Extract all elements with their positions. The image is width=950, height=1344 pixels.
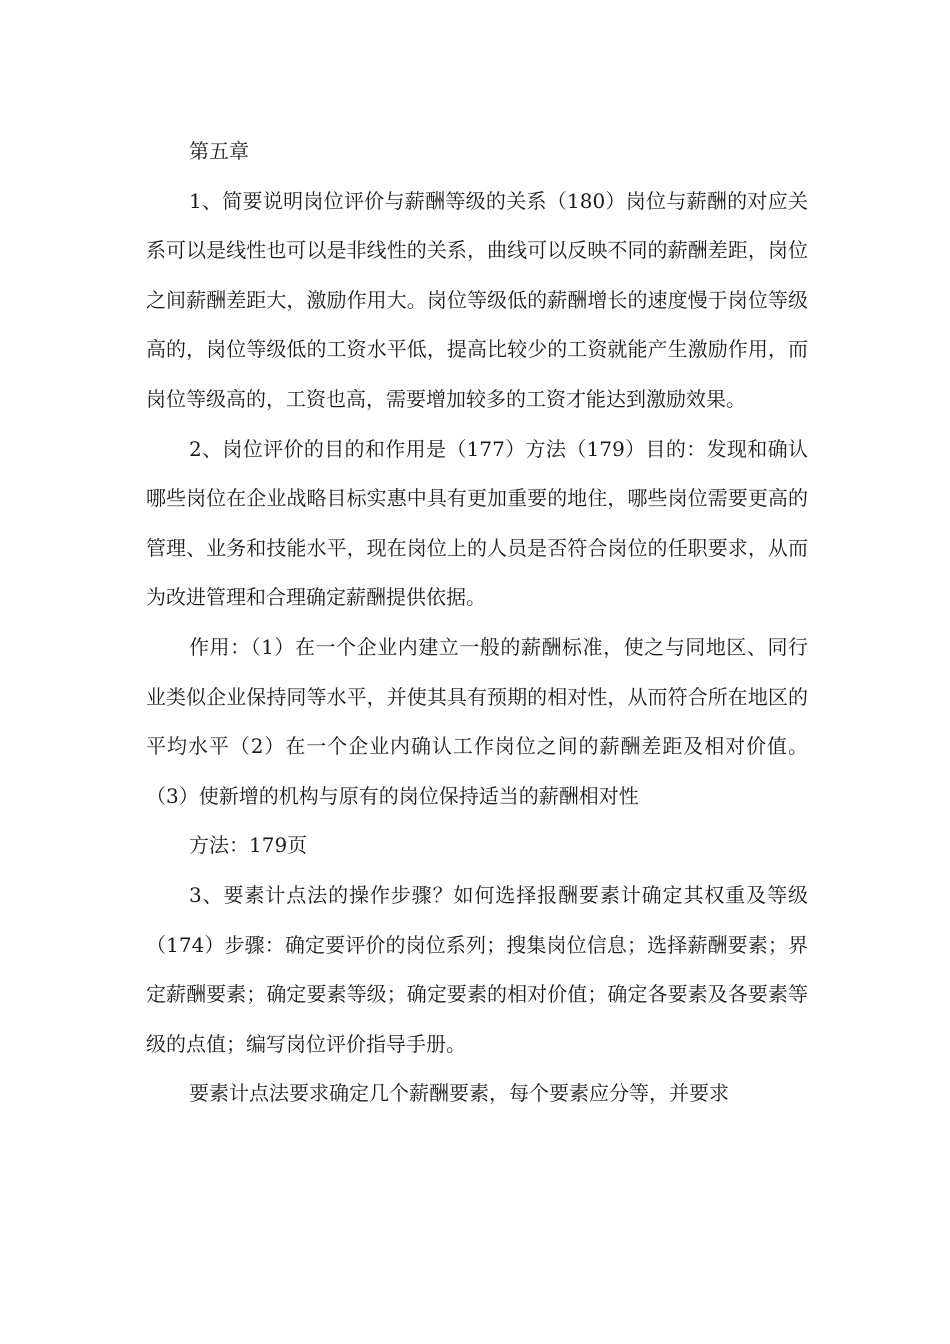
paragraph-q1: 1、简要说明岗位评价与薪酬等级的关系（180）岗位与薪酬的对应关系可以是线性也可以是非线性的关系，曲线可以反映不同的薪酬差距，岗位之间薪酬差距大，激励作用大。岗位等级低的薪酬增长的速度慢于岗位等级高的，岗位等级低的工资水平低，提高比较少的工资就能产生激励作用，而岗位等级高的，工资也高，需要增加较多的工资才能达到激励效果。 (146, 188, 808, 411)
paragraph-q3: 3、要素计点法的操作步骤？如何选择报酬要素计确定其权重及等级（174）步骤：确定要评价的岗位系列；搜集岗位信息；选择薪酬要素；界定薪酬要素；确定要素等级；确定要素的相对价值；确定各要素及各要素等级的点值；编写岗位评价指导手册。 (146, 882, 808, 1056)
document-page (146, 127, 808, 1119)
chapter-title: 第五章 (189, 139, 249, 163)
paragraph-q2-method: 方法：179页 (189, 833, 308, 858)
paragraph-q2: 2、岗位评价的目的和作用是（177）方法（179）目的：发现和确认哪些岗位在企业战略目标实惠中具有更加重要的地住，哪些岗位需要更高的管理、业务和技能水平，现在岗位上的人员是否符合岗位的任职要求，从而为改进管理和合理确定薪酬提供依据。 (146, 436, 808, 610)
paragraph-q3-continued: 要素计点法要求确定几个薪酬要素，每个要素应分等，并要求 (189, 1081, 729, 1106)
paragraph-q2-function: 作用：（1）在一个企业内建立一般的薪酬标准，使之与同地区、同行业类似企业保持同等水平，并使其具有预期的相对性，从而符合所在地区的平均水平（2）在一个企业内确认工作岗位之间的薪酬差距及相对价值。（3）使新增的机构与原有的岗位保持适当的薪酬相对性 (146, 634, 808, 808)
